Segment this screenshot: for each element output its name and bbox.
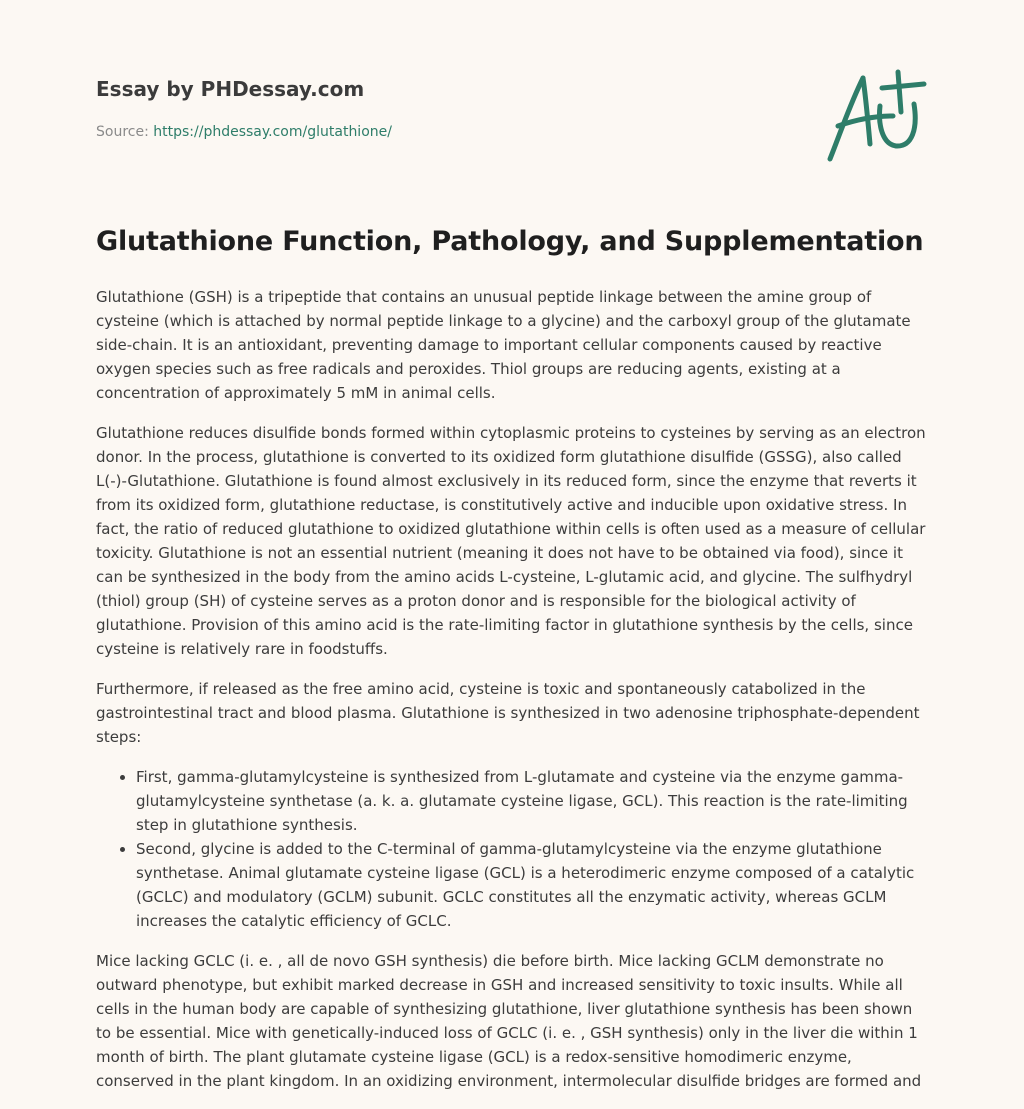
list-item: • First, gamma-glutamylcysteine is synthesized from L-glutamate and cysteine via the enzyme gamma-glutamylcysteine synthetase (a. k. a. glutamate cysteine ligase, GCL). This reaction is the rate-limiting step in glutathione synthesis. [136, 765, 932, 837]
list-item: • Second, glycine is added to the C-terminal of gamma-glutamylcysteine via the enzyme glutathione synthetase. Animal glutamate cysteine ligase (GCL) is a heterodimeric enzyme composed of a catalytic (GCLC) and modulatory (GCLM) subunit. GCLC constitutes all the enzymatic activity, whereas GCLM increases the catalytic efficiency of GCLC. [136, 837, 932, 933]
article-paragraph: Glutathione (GSH) is a tripeptide that contains an unusual peptide linkage between the amine group of cysteine (which is attached by normal peptide linkage to a glycine) and the carboxyl group of the glutamate side-chain. It is an antioxidant, preventing damage to important cellular components caused by reactive oxygen species such as free radicals and peroxides. Thiol groups are reducing agents, existing at a concentration of approximately 5 mM in animal cells. [96, 288, 911, 402]
article-paragraph: Mice lacking GCLC (i. e. , all de novo GSH synthesis) die before birth. Mice lacking GCLM demonstrate no outward phenotype, but exhibit marked decrease in GSH and increased sensitivity to toxic insults. While all cells in the human body are capable of synthesizing glutathione, liver glutathione synthesis has been shown to be essential. Mice with genetically-induced loss of GCLC (i. e. , GSH synthesis) only in the liver die within 1 month of birth. The plant glutamate cysteine ligase (GCL) is a redox-sensitive homodimeric enzyme, conserved in the plant kingdom. In an oxidizing environment, intermolecular disulfide bridges are formed and [96, 952, 922, 1090]
article-title: Glutathione Function, Pathology, and Supplementation [96, 226, 924, 257]
article-paragraph: Furthermore, if released as the free amino acid, cysteine is toxic and spontaneously catabolized in the gastrointestinal tract and blood plasma. Glutathione is synthesized in two adenosine triphosphate-dependent steps: [96, 680, 920, 746]
synthesis-steps-list [96, 765, 932, 933]
a-plus-logo-icon [818, 64, 930, 168]
article-body [96, 285, 932, 1109]
site-brand: Essay by PHDessay.com [96, 77, 365, 101]
article-paragraph: Glutathione reduces disulfide bonds formed within cytoplasmic proteins to cysteines by serving as an electron donor. In the process, glutathione is converted to its oxidized form glutathione disulfide (GSSG), also called L(-)-Glutathione. Glutathione is found almost exclusively in its reduced form, since the enzyme that reverts it from its oxidized form, glutathione reductase, is constitutively active and inducible upon oxidative stress. In fact, the ratio of reduced glutathione to oxidized glutathione within cells is often used as a measure of cellular toxicity. Glutathione is not an essential nutrient (meaning it does not have to be obtained via food), since it can be synthesized in the body from the amino acids L-cysteine, L-glutamic acid, and glycine. The sulfhydryl (thiol) group (SH) of cysteine serves as a proton donor and is responsible for the biological activity of glutathione. Provision of this amino acid is the rate-limiting factor in glutathione synthesis by the cells, since cysteine is relatively rare in foodstuffs. [96, 424, 926, 658]
source-label: Source: [96, 124, 154, 140]
source-line [96, 124, 392, 140]
source-link[interactable]: https://phdessay.com/glutathione/ [153, 124, 392, 140]
